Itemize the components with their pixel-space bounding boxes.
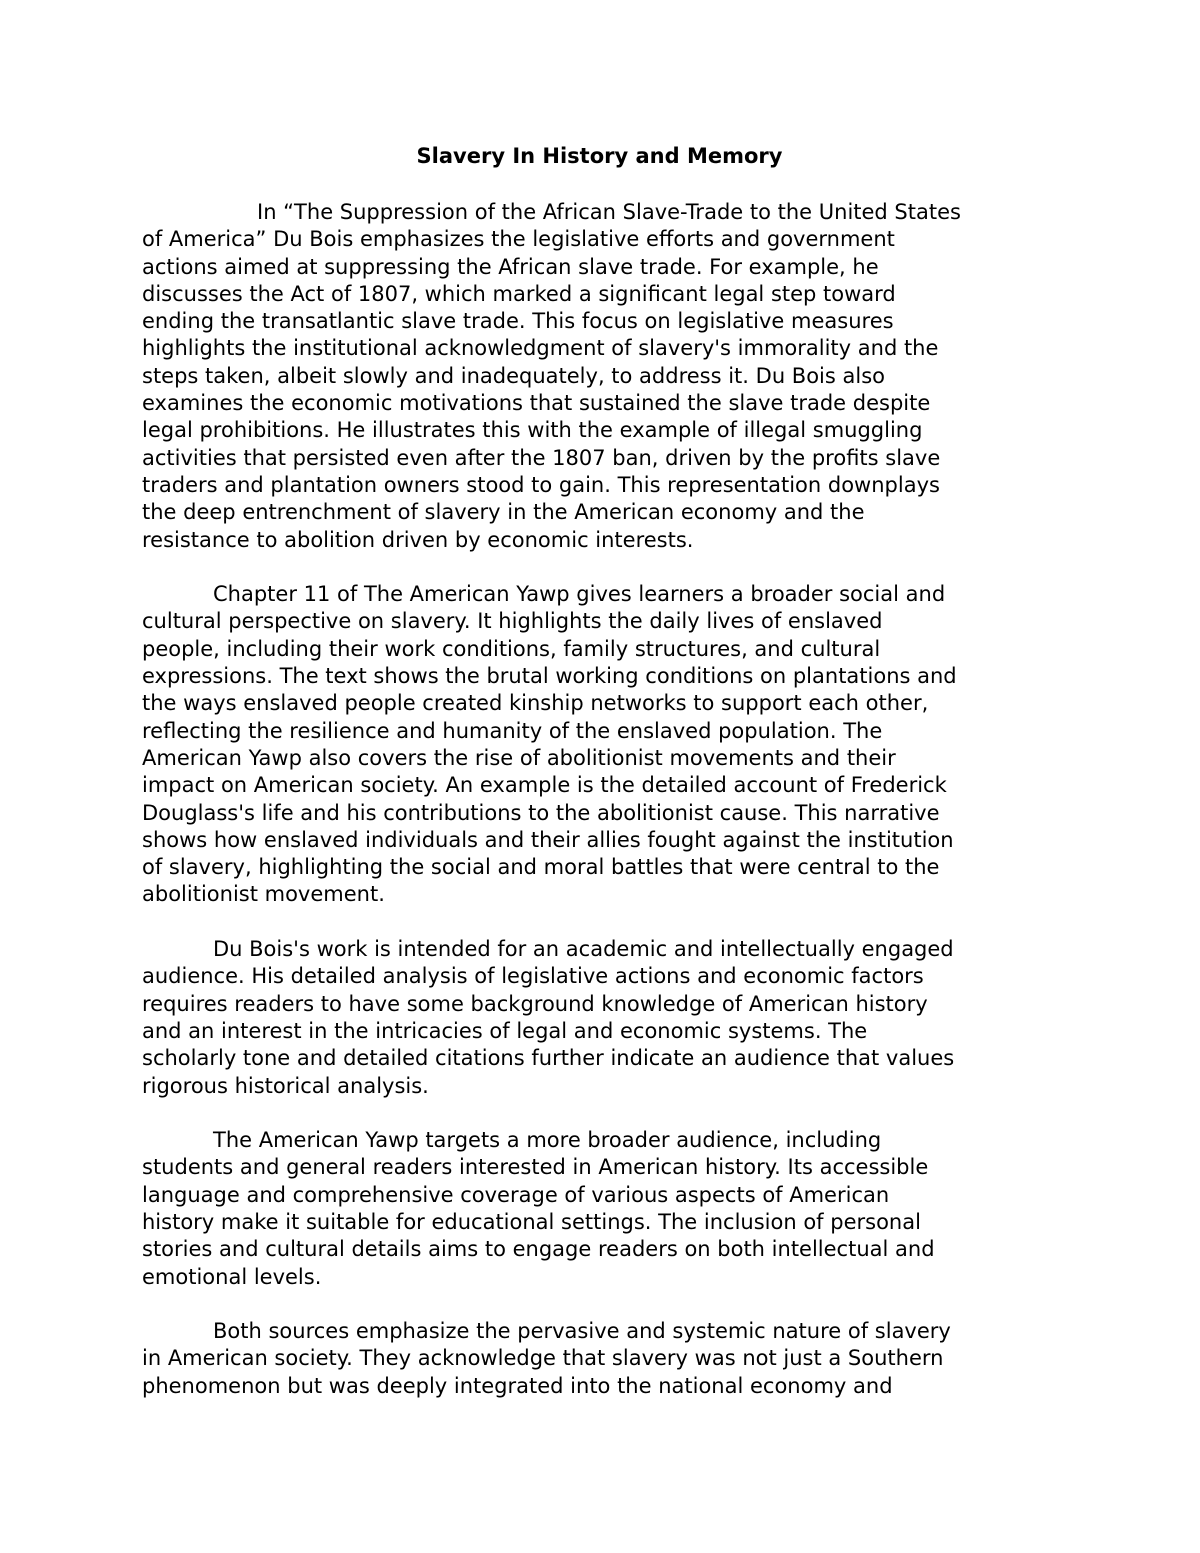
document-body: [142, 199, 1062, 1427]
text-line: the ways enslaved people created kinship networks to support each other,: [142, 691, 929, 716]
text-line: legal prohibitions. He illustrates this with the example of illegal smuggling: [142, 418, 923, 443]
text-line: cultural perspective on slavery. It highlights the daily lives of enslaved: [142, 609, 883, 634]
text-line: requires readers to have some background knowledge of American history: [142, 991, 928, 1016]
text-line: steps taken, albeit slowly and inadequately, to address it. Du Bois also: [142, 363, 885, 388]
text-line: rigorous historical analysis.: [142, 1073, 429, 1098]
text-line: highlights the institutional acknowledgment of slavery's immorality and the: [142, 336, 939, 361]
paragraph-1: [142, 199, 1062, 554]
page-title: Slavery In History and Memory: [416, 144, 783, 168]
text-line: emotional levels.: [142, 1264, 322, 1289]
text-line: ending the transatlantic slave trade. This focus on legislative measures: [142, 309, 894, 334]
paragraph-4: [142, 1127, 1062, 1291]
text-line: of slavery, highlighting the social and moral battles that were central to the: [142, 855, 940, 880]
text-line: reflecting the resilience and humanity of the enslaved population. The: [142, 718, 883, 743]
text-line: students and general readers interested in American history. Its accessible: [142, 1155, 929, 1180]
paragraph-2: [142, 581, 1062, 909]
text-line: in American society. They acknowledge that slavery was not just a Southern: [142, 1346, 944, 1371]
text-line: language and comprehensive coverage of various aspects of American: [142, 1182, 890, 1207]
text-line: activities that persisted even after the 1807 ban, driven by the profits slave: [142, 445, 941, 470]
text-line: traders and plantation owners stood to gain. This representation downplays: [142, 472, 940, 497]
text-line: American Yawp also covers the rise of abolitionist movements and their: [142, 745, 896, 770]
text-line: audience. His detailed analysis of legislative actions and economic factors: [142, 964, 924, 989]
text-line: people, including their work conditions, family structures, and cultural: [142, 636, 881, 661]
paragraph-5: [142, 1318, 1062, 1400]
text-line: expressions. The text shows the brutal working conditions on plantations and: [142, 664, 957, 689]
text-line: impact on American society. An example is the detailed account of Frederick: [142, 773, 947, 798]
text-line: In “The Suppression of the African Slave-Trade to the United States: [257, 200, 961, 224]
text-line: scholarly tone and detailed citations further indicate an audience that values: [142, 1046, 955, 1071]
text-line: shows how enslaved individuals and their allies fought against the institution: [142, 827, 954, 852]
text-line: actions aimed at suppressing the African slave trade. For example, he: [142, 254, 879, 279]
text-line: of America” Du Bois emphasizes the legislative efforts and government: [142, 227, 895, 252]
text-line: The American Yawp targets a more broader audience, including: [213, 1128, 882, 1153]
text-line: Douglass's life and his contributions to the abolitionist cause. This narrative: [142, 800, 940, 825]
text-line: phenomenon but was deeply integrated into the national economy and: [142, 1373, 893, 1398]
text-line: abolitionist movement.: [142, 882, 385, 907]
text-line: resistance to abolition driven by economic interests.: [142, 527, 694, 552]
text-line: examines the economic motivations that sustained the slave trade despite: [142, 391, 931, 416]
text-line: Chapter 11 of The American Yawp gives learners a broader social and: [213, 582, 946, 607]
paragraph-3: [142, 936, 1062, 1100]
text-line: discusses the Act of 1807, which marked a significant legal step toward: [142, 281, 896, 306]
text-line: history make it suitable for educational settings. The inclusion of personal: [142, 1209, 921, 1234]
text-line: Both sources emphasize the pervasive and systemic nature of slavery: [213, 1319, 951, 1344]
text-line: stories and cultural details aims to engage readers on both intellectual and: [142, 1237, 935, 1262]
text-line: Du Bois's work is intended for an academic and intellectually engaged: [213, 937, 954, 962]
text-line: and an interest in the intricacies of legal and economic systems. The: [142, 1018, 868, 1043]
text-line: the deep entrenchment of slavery in the American economy and the: [142, 500, 865, 525]
